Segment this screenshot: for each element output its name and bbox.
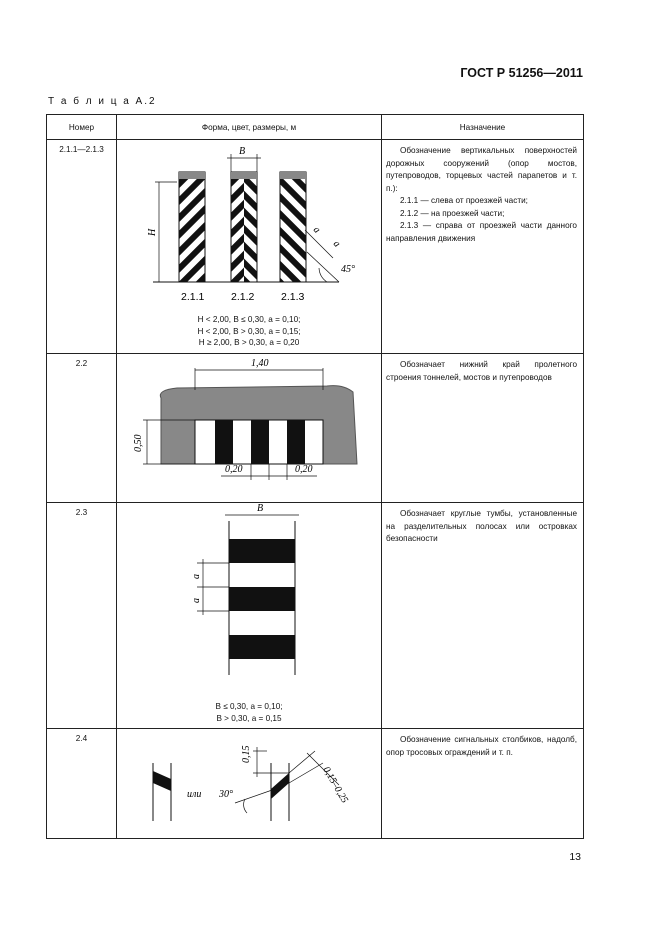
table-row xyxy=(47,729,584,839)
description-cell: Обозначение сигнальных столбиков, надолб, опор тросовых ограждений и т. п. xyxy=(382,729,584,839)
standard-header: ГОСТ Р 51256—2011 xyxy=(460,66,583,80)
dim-a2: a xyxy=(330,238,343,250)
dim-h: 0,15 xyxy=(241,745,252,763)
figure-notes: B ≤ 0,30, a = 0,10; B > 0,30, a = 0,15 xyxy=(215,702,283,723)
dim-height: 0,50 xyxy=(133,434,144,452)
markings-table xyxy=(46,114,584,839)
bridge-edge-diagram xyxy=(117,354,382,502)
dim-a2: a xyxy=(191,598,202,603)
page-number: 13 xyxy=(569,851,581,863)
description-cell: Обозначение вертикальных поверхностей дорожных сооружений (опор мостов, путепроводов, торцевых частей парапетов и т. п.): 2.1.1 — слева от проезжей части; 2.1.2 — на проезжей части; 2.1.3 — справа от проезжей части данного направления движения xyxy=(382,140,584,354)
dim-stripe2: 0,20 xyxy=(295,464,313,475)
row-number: 2.3 xyxy=(47,503,117,729)
table-caption: Т а б л и ц а А.2 xyxy=(48,96,157,107)
dim-angle: 30° xyxy=(219,789,233,800)
dim-B: B xyxy=(257,503,264,514)
dim-range: 0,15–0,25 xyxy=(320,765,350,806)
col-header-form: Форма, цвет, размеры, м xyxy=(117,115,382,140)
post-label-2: 2.1.2 xyxy=(231,291,255,303)
col-header-purpose: Назначение xyxy=(382,115,584,140)
dim-B: B xyxy=(239,146,246,157)
dim-H: H xyxy=(147,228,158,236)
description-cell: Обозначает нижний край пролетного строения тоннелей, мостов и путепроводов xyxy=(382,354,584,503)
post-label-3: 2.1.3 xyxy=(281,291,305,303)
dim-width: 1,40 xyxy=(251,358,269,369)
bollard-diagram xyxy=(117,503,382,701)
figure-cell xyxy=(117,729,382,839)
table-row xyxy=(47,140,584,354)
figure-cell xyxy=(117,140,382,354)
table-header-row xyxy=(47,115,584,140)
figure-cell xyxy=(117,503,382,729)
dim-a1: a xyxy=(191,574,202,579)
dim-a1: a xyxy=(310,224,323,236)
table-row xyxy=(47,503,584,729)
post-label-1: 2.1.1 xyxy=(181,291,205,303)
dim-stripe1: 0,20 xyxy=(225,464,243,475)
description-cell: Обозначает круглые тумбы, установленные на разделительных полосах или островках безопасности xyxy=(382,503,584,729)
chevron-posts-diagram xyxy=(117,140,382,314)
col-header-number: Номер xyxy=(47,115,117,140)
signal-post-diagram xyxy=(117,729,382,837)
or-label: или xyxy=(187,789,202,800)
row-number: 2.4 xyxy=(47,729,117,839)
figure-cell xyxy=(117,354,382,503)
dim-angle: 45° xyxy=(341,264,355,275)
row-number: 2.1.1—2.1.3 xyxy=(47,140,117,354)
table-row xyxy=(47,354,584,503)
figure-notes: H < 2,00, B ≤ 0,30, a = 0,10; H < 2,00, B > 0,30, a = 0,15; H ≥ 2,00, B > 0,30, a = 0,20 xyxy=(197,315,301,347)
row-number: 2.2 xyxy=(47,354,117,503)
